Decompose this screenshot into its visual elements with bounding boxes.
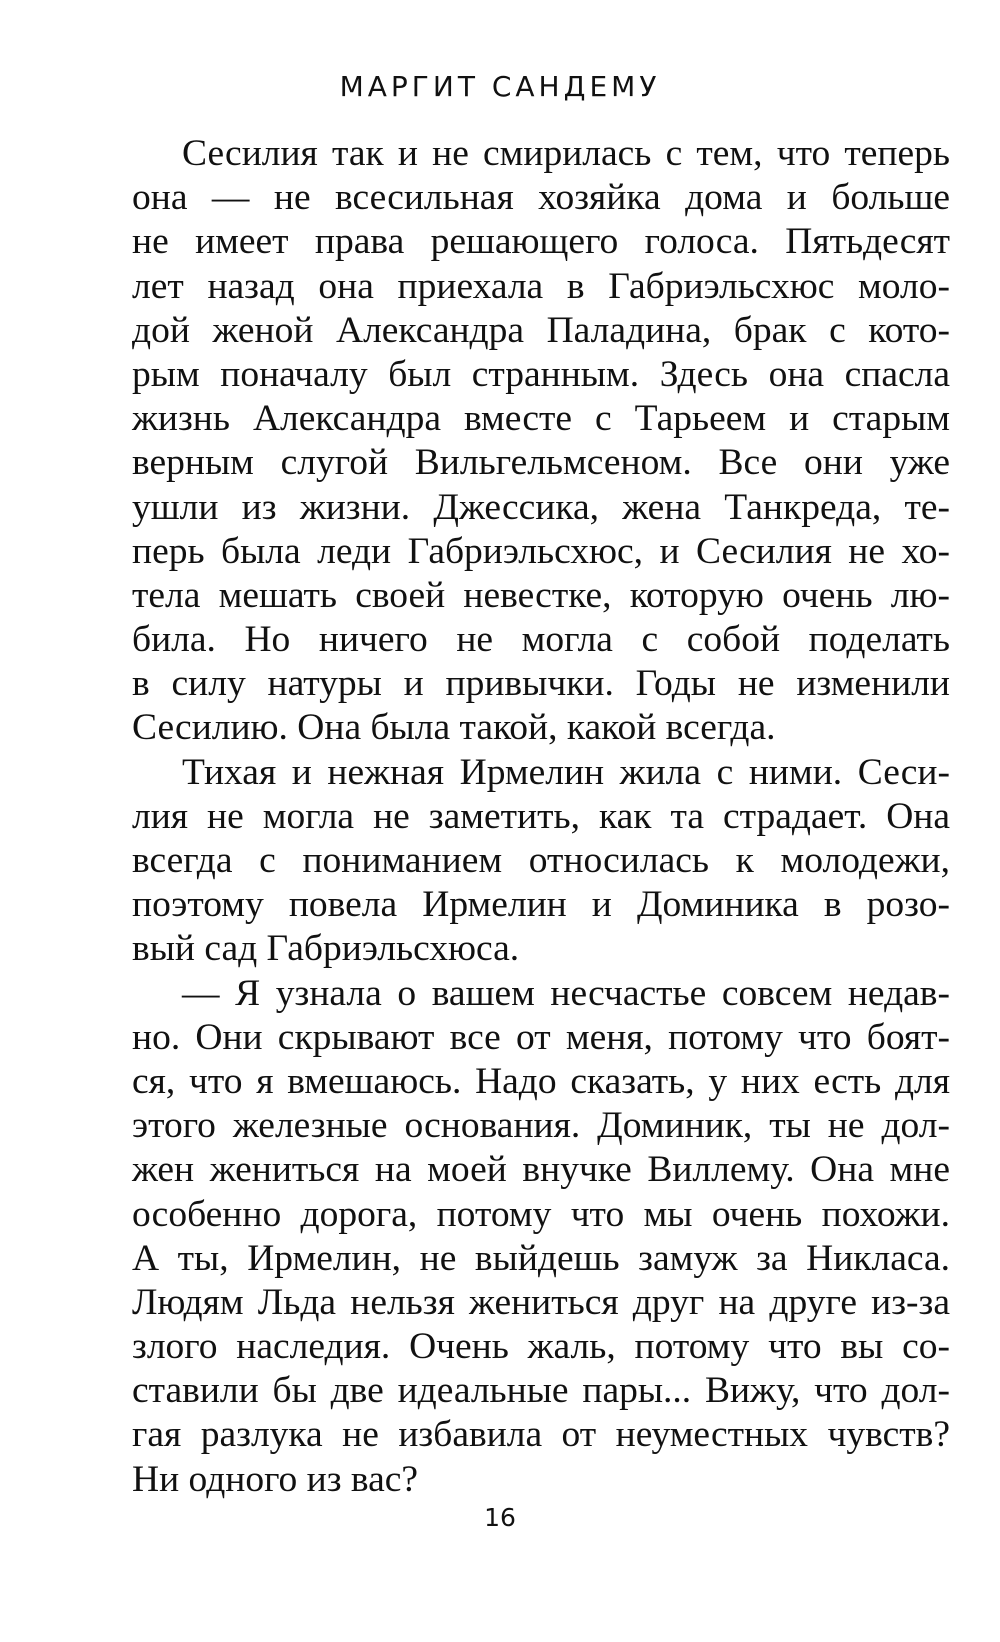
text-line: верным слугой Вильгельмсеном. Все они уже [132,442,950,484]
text-line: вый сад Габриэльсхюса. [132,928,520,970]
text-line: Сесилию. Она была такой, какой всегда. [132,707,776,749]
paragraph [132,132,950,751]
text-line: лия не могла не заметить, как та страдает. Она [132,795,950,837]
text-line: но. Они скрывают все от меня, потому что боят- [132,1016,950,1058]
text-line: Сесилия так и не смирилась с тем, что теперь [182,133,950,174]
text-line: Тихая и нежная Ирмелин жила с ними. Сеси- [182,751,950,793]
text-line: жизнь Александра вместе с Тарьеем и старым [132,398,950,440]
text-line: гая разлука не избавила от неуместных чувств? [132,1414,950,1456]
text-line: злого наследия. Очень жаль, потому что вы со- [132,1326,950,1368]
text-line: Ни одного из вас? [132,1458,419,1500]
text-line: жен жениться на моей внучке Виллему. Она мне [132,1149,950,1191]
text-line: дой женой Александра Паладина, брак с кото- [132,309,950,351]
text-line: — Я узнала о вашем несчастье совсем недав- [182,972,950,1014]
body-text [132,132,950,1502]
paragraph [132,751,950,972]
text-line: не имеет права решающего голоса. Пятьдесят [132,221,950,263]
text-line: А ты, Ирмелин, не выйдешь замуж за Никласа. [132,1237,950,1279]
text-line: она — не всесильная хозяйка дома и больше [132,177,950,219]
text-line: била. Но ничего не могла с собой поделать [132,619,950,661]
text-line: ся, что я вмешаюсь. Надо сказать, у них есть для [132,1060,950,1102]
running-header: МАРГИТ САНДЕМУ [339,70,661,103]
text-line: тела мешать своей невестке, которую очень лю- [132,574,950,616]
text-line: ушли из жизни. Джессика, жена Танкреда, те- [132,486,950,528]
paragraph [132,972,950,1502]
text-line: Людям Льда нельзя жениться друг на друге из-за [132,1281,950,1323]
page-number: 16 [484,1503,516,1532]
text-line: рым поначалу был странным. Здесь она спасла [132,353,950,395]
text-line: поэтому повела Ирмелин и Доминика в розо- [132,884,950,926]
text-line: особенно дорога, потому что мы очень похожи. [132,1193,950,1235]
text-line: этого железные основания. Доминик, ты не дол- [132,1105,950,1147]
text-line: в силу натуры и привычки. Годы не изменили [132,663,950,705]
text-line: всегда с пониманием относилась к молодежи, [132,840,950,881]
text-line: перь была леди Габриэльсхюс, и Сесилия не хо- [132,530,950,572]
text-line: ставили бы две идеальные пары... Вижу, что дол- [132,1370,950,1412]
text-line: лет назад она приехала в Габриэльсхюс моло- [132,265,950,307]
